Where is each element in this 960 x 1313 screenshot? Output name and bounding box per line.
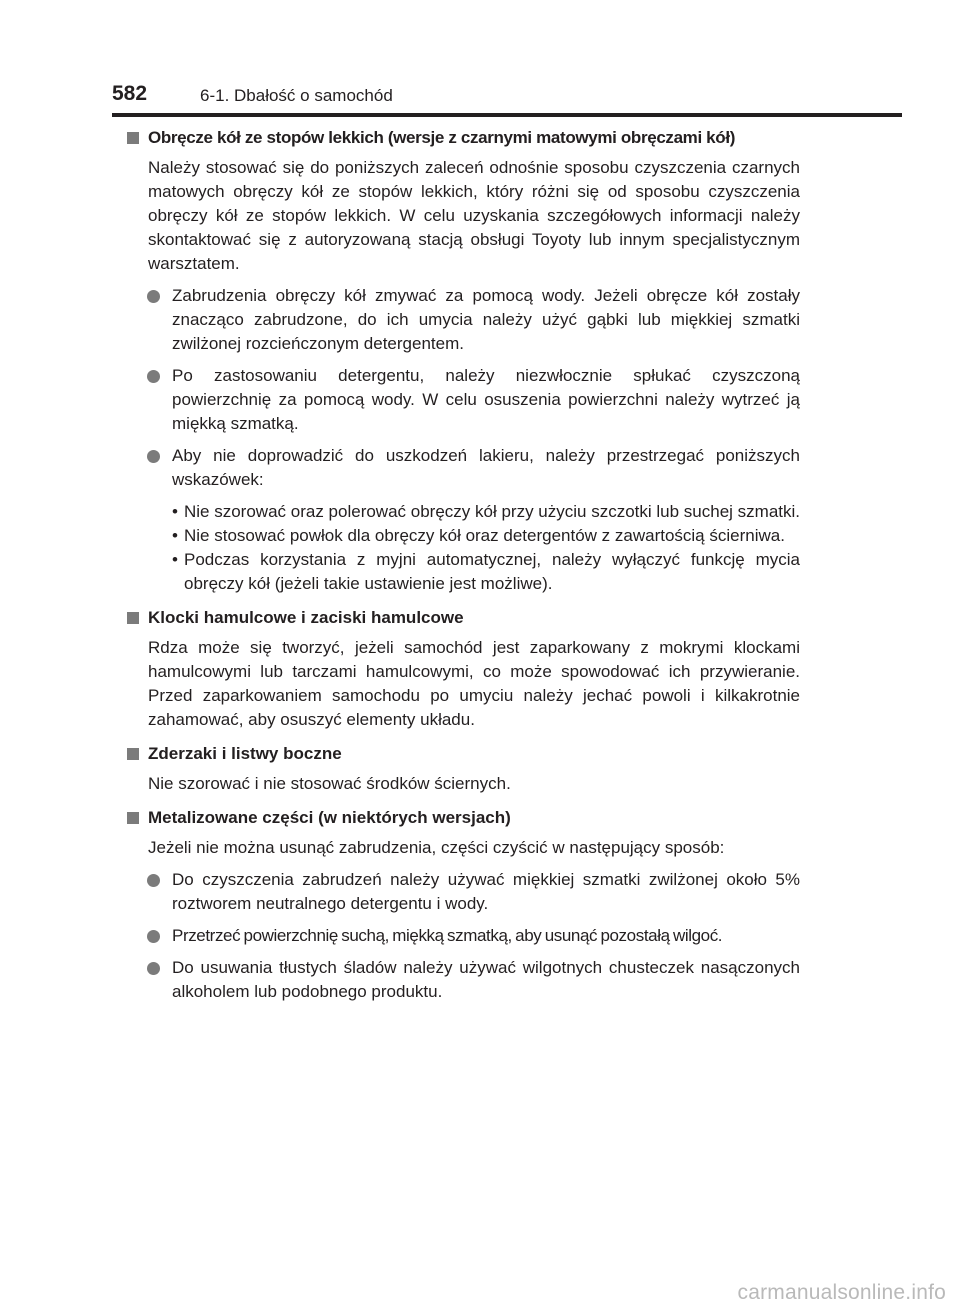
square-bullet-icon: [127, 612, 139, 624]
bullet-text: Aby nie doprowadzić do uszkodzeń lakieru, należy przestrzegać poniższych wskazówek:: [172, 446, 800, 489]
heading-text: Metalizowane części (w niektórych wersjach): [148, 808, 511, 827]
metallic-parts-paragraph: Jeżeli nie można usunąć zabrudzenia, części czyścić w następujący sposób:: [148, 838, 725, 857]
bumpers-paragraph: Nie szorować i nie stosować środków ściernych.: [148, 774, 511, 793]
page-header: [112, 78, 902, 118]
section-heading-brake-pads: [127, 606, 800, 630]
sub-item-text: Podczas korzystania z myjni automatycznej, należy wyłączyć funkcję mycia obręczy kół (jeżeli takie ustawienie jest możliwe).: [184, 550, 800, 593]
bullet-item: [172, 956, 800, 1004]
sub-item-list: [127, 500, 800, 596]
circle-bullet-icon: [147, 930, 160, 943]
sub-item-marker: •: [172, 502, 178, 521]
section-title: 6-1. Dbałość o samochód: [200, 86, 393, 105]
circle-bullet-icon: [147, 290, 160, 303]
bullet-text: Przetrzeć powierzchnię suchą, miękką szmatką, aby usunąć pozostałą wilgoć.: [172, 926, 723, 945]
heading-text: Klocki hamulcowe i zaciski hamulcowe: [148, 608, 464, 627]
bullet-item: [172, 284, 800, 356]
section-heading-alloy-wheels: [127, 126, 800, 150]
header-rule: [112, 113, 902, 117]
bullet-item: [172, 924, 800, 948]
sub-item-text: Nie szorować oraz polerować obręczy kół przy użyciu szczotki lub suchej szmatki.: [184, 502, 801, 521]
heading-text: Obręcze kół ze stopów lekkich (wersje z czarnymi matowymi obręczami kół): [148, 128, 736, 147]
sub-item-marker: •: [172, 550, 178, 569]
sub-item-marker: •: [172, 526, 178, 545]
circle-bullet-icon: [147, 370, 160, 383]
square-bullet-icon: [127, 812, 139, 824]
bullet-text: Zabrudzenia obręczy kół zmywać za pomocą wody. Jeżeli obręcze kół zostały znacząco zabrudzone, do ich umycia należy użyć gąbki lub miękkiej szmatki zwilżonej rozcieńczonym detergentem.: [172, 286, 800, 353]
sub-item-text: Nie stosować powłok dla obręczy kół oraz detergentów z zawartością ścierniwa.: [184, 526, 785, 545]
page-number: 582: [112, 82, 148, 105]
circle-bullet-icon: [147, 874, 160, 887]
sub-item: [172, 548, 800, 596]
circle-bullet-icon: [147, 450, 160, 463]
alloy-wheels-paragraph: Należy stosować się do poniższych zaleceń odnośnie sposobu czyszczenia czarnych matowych obręczy kół ze stopów lekkich, który różni się od sposobu czyszczenia obręczy kół ze stopów lekkich. W celu uzyskania szczegółowych informacji należy skontaktować się z autoryzowaną stacją obsługi Toyoty lub innym specjalistycznym warsztatem.: [148, 158, 800, 273]
watermark: carmanualsonline.info: [737, 1281, 946, 1304]
sub-item: [172, 524, 800, 548]
bullet-text: Po zastosowaniu detergentu, należy niezwłocznie spłukać czyszczoną powierzchnię za pomocą wody. W celu osuszenia powierzchni należy wytrzeć ją miękką szmatką.: [172, 366, 800, 433]
heading-text: Zderzaki i listwy boczne: [148, 744, 342, 763]
square-bullet-icon: [127, 132, 139, 144]
bullet-item: [172, 444, 800, 492]
page-content: [127, 118, 800, 1012]
brake-pads-paragraph: Rdza może się tworzyć, jeżeli samochód jest zaparkowany z mokrymi klockami hamulcowymi lub tarczami hamulcowymi, co może spowodować ich przywieranie. Przed zaparkowaniem samochodu po umyciu należy jechać powoli i kilkakrotnie zahamować, aby osuszyć elementy układu.: [148, 638, 800, 729]
section-heading-bumpers: [127, 742, 800, 766]
circle-bullet-icon: [147, 962, 160, 975]
sub-item: [172, 500, 800, 524]
bullet-text: Do czyszczenia zabrudzeń należy używać miękkiej szmatki zwilżonej około 5% roztworem neutralnego detergentu i wody.: [172, 870, 800, 913]
bullet-item: [172, 868, 800, 916]
bullet-text: Do usuwania tłustych śladów należy używać wilgotnych chusteczek nasączonych alkoholem lub podobnego produktu.: [172, 958, 800, 1001]
section-heading-metallic-parts: [127, 806, 800, 830]
square-bullet-icon: [127, 748, 139, 760]
bullet-item: [172, 364, 800, 436]
